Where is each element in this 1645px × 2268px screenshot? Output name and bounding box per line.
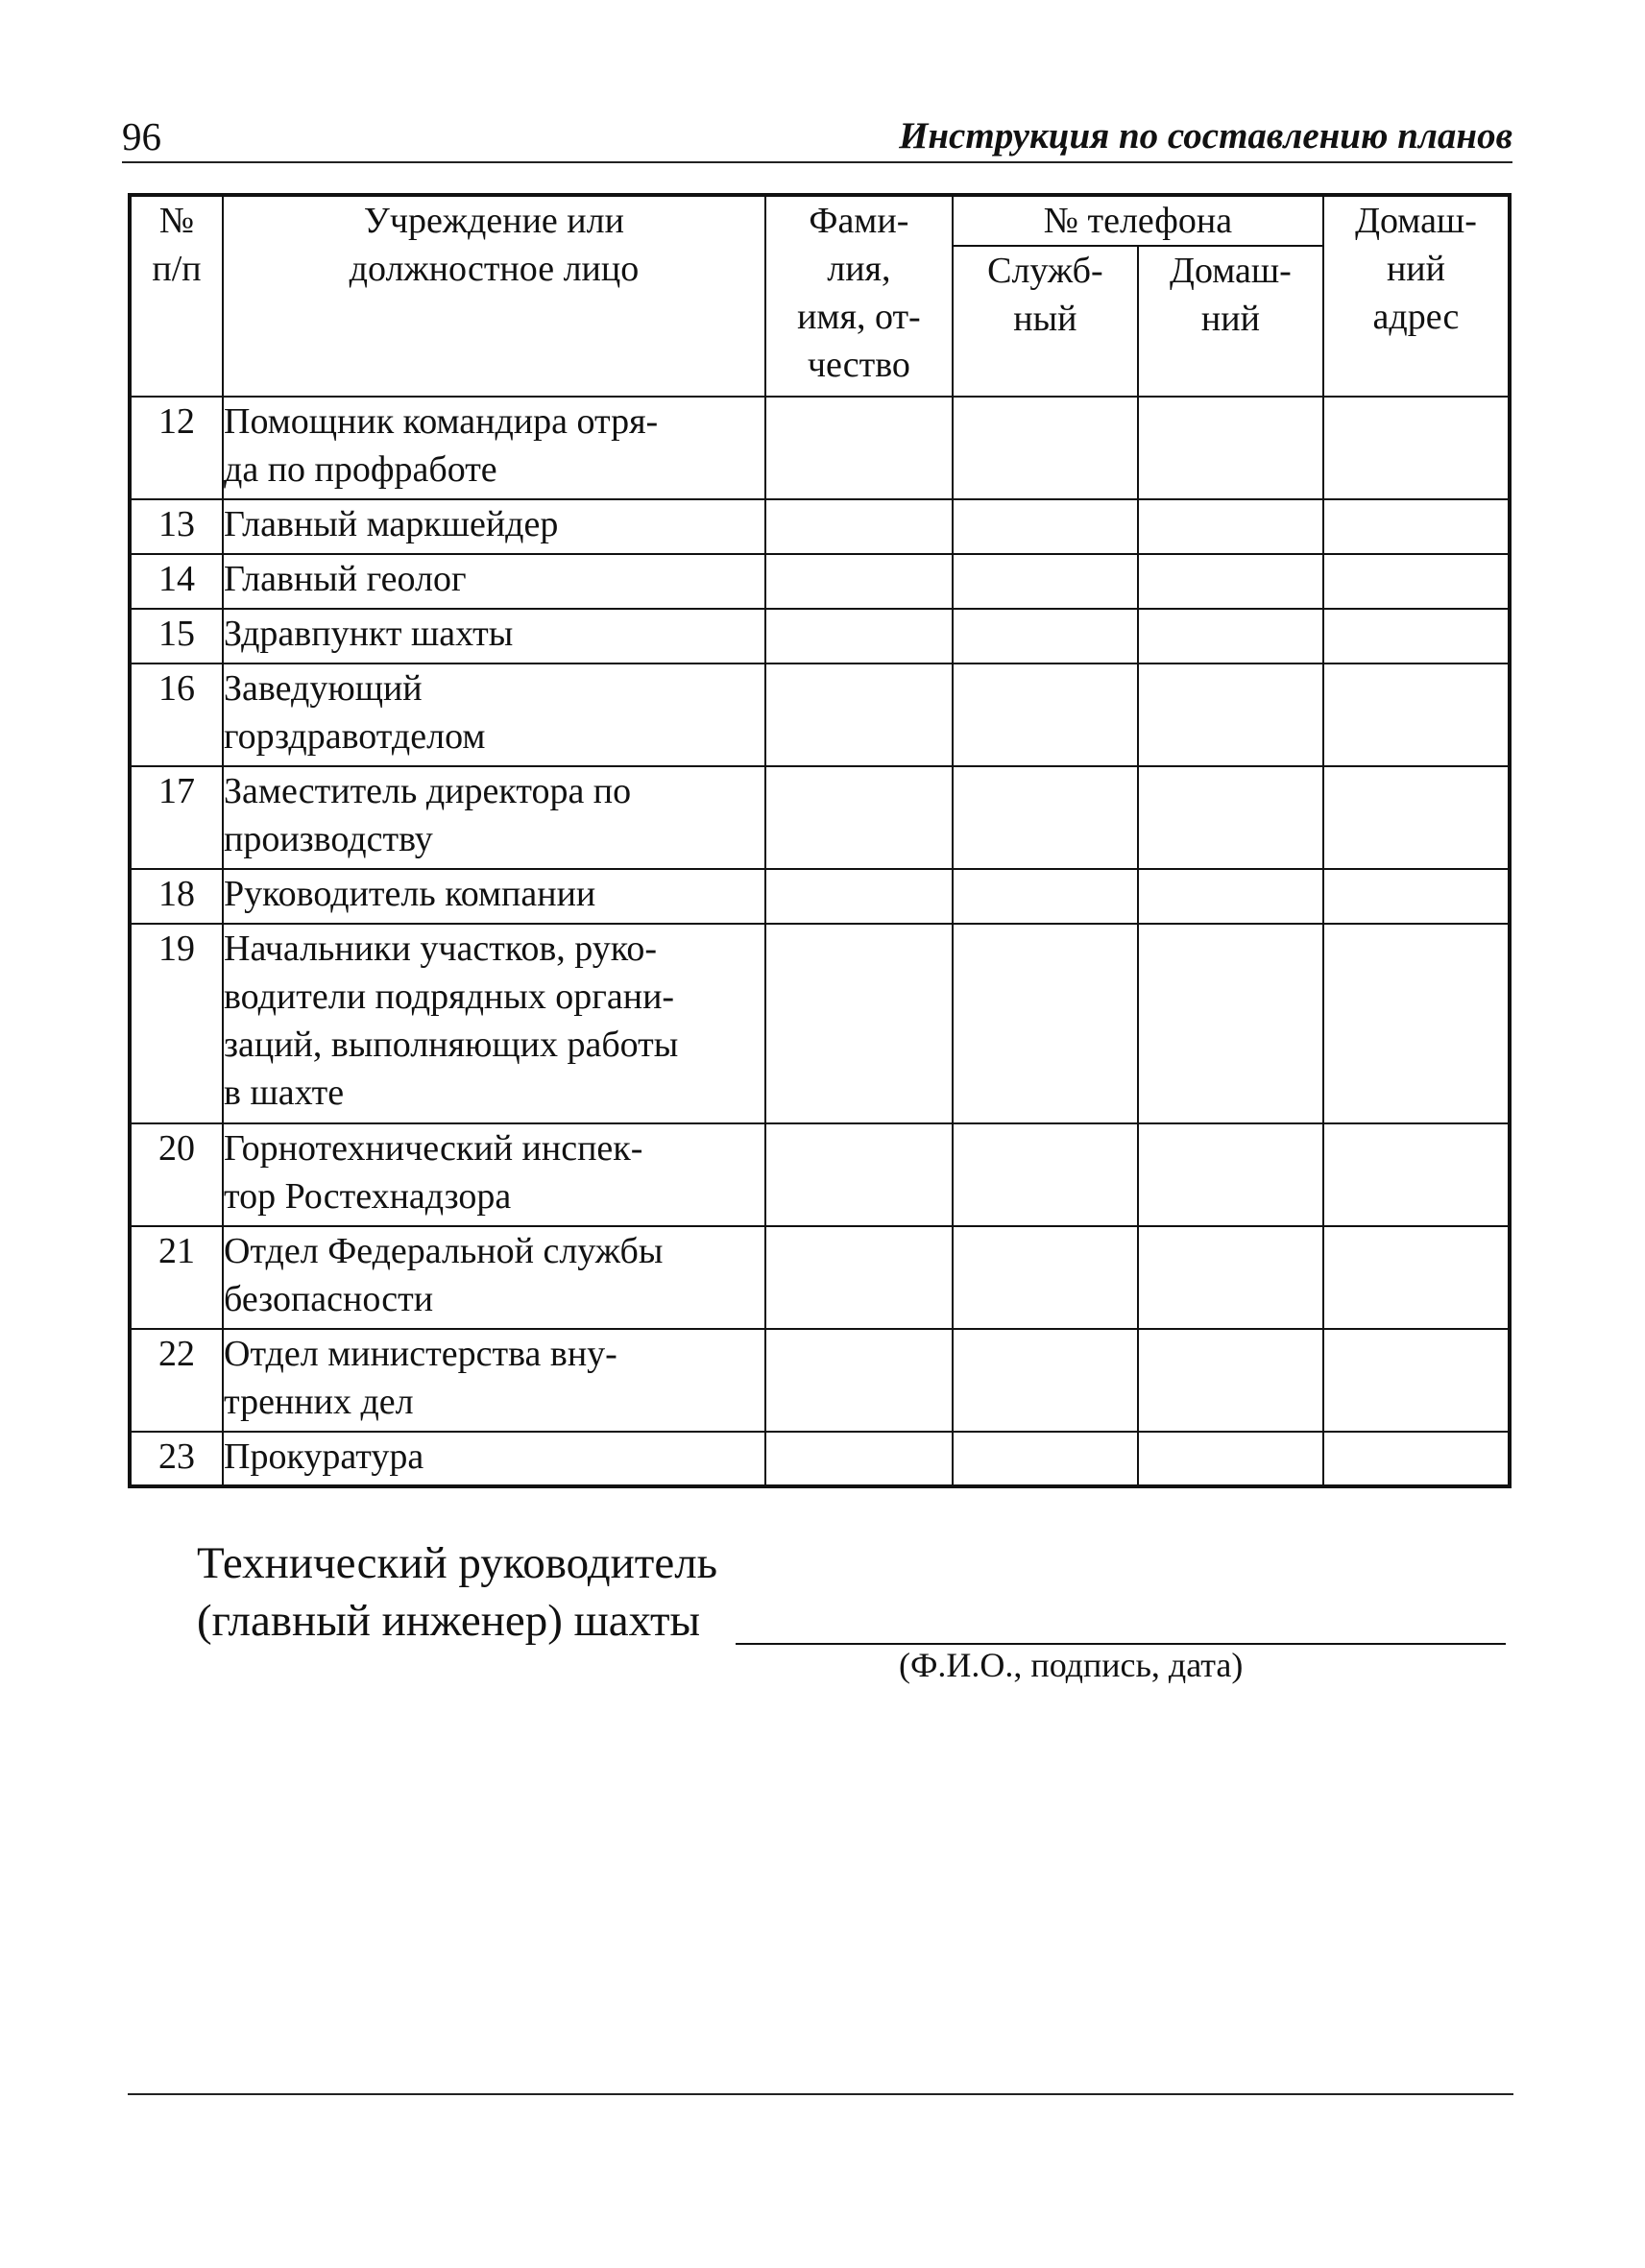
row-number: 22 (130, 1329, 223, 1432)
row-number: 15 (130, 609, 223, 664)
row-institution-line: тор Ростехнадзора (224, 1176, 512, 1217)
home-address-cell[interactable] (1323, 554, 1510, 609)
row-institution-line: да по профработе (224, 449, 497, 490)
row-institution (223, 1329, 765, 1432)
row-institution (223, 766, 765, 869)
table-row (130, 499, 1510, 554)
header-phone-work (953, 246, 1138, 397)
row-number: 16 (130, 664, 223, 766)
row-number: 21 (130, 1226, 223, 1329)
home-phone-cell[interactable] (1138, 664, 1323, 766)
work-phone-cell[interactable] (953, 869, 1138, 924)
home-phone-cell[interactable] (1138, 499, 1323, 554)
header-address-line: ний (1386, 249, 1445, 289)
running-title: Инструкция по составлению планов (899, 115, 1512, 157)
row-institution-line: Отдел Федеральной службы (224, 1231, 664, 1271)
header-num-line: № (158, 201, 195, 241)
row-number: 18 (130, 869, 223, 924)
header-num (130, 195, 223, 397)
work-phone-cell[interactable] (953, 1226, 1138, 1329)
table-row (130, 924, 1510, 1123)
header-fio (765, 195, 953, 397)
home-phone-cell[interactable] (1138, 869, 1323, 924)
row-number: 17 (130, 766, 223, 869)
row-number: 19 (130, 924, 223, 1123)
row-institution-line: горздравотделом (224, 716, 486, 757)
fio-cell[interactable] (765, 1123, 953, 1226)
home-phone-cell[interactable] (1138, 554, 1323, 609)
row-institution-line: Прокуратура (224, 1436, 424, 1477)
home-address-cell[interactable] (1323, 397, 1510, 499)
header-fio-line: имя, от- (797, 297, 921, 337)
fio-cell[interactable] (765, 609, 953, 664)
home-address-cell[interactable] (1323, 609, 1510, 664)
table-row (130, 609, 1510, 664)
header-phone-home (1138, 246, 1323, 397)
header-rule (122, 161, 1512, 163)
work-phone-cell[interactable] (953, 766, 1138, 869)
fio-cell[interactable] (765, 869, 953, 924)
header-fio-line: Фами- (809, 201, 909, 241)
fio-cell[interactable] (765, 1226, 953, 1329)
home-address-cell[interactable] (1323, 1123, 1510, 1226)
header-phone-work-line: Служб- (987, 251, 1103, 291)
home-phone-cell[interactable] (1138, 1329, 1323, 1432)
row-institution-line: заций, выполняющих работы (224, 1025, 679, 1065)
work-phone-cell[interactable] (953, 397, 1138, 499)
fio-cell[interactable] (765, 554, 953, 609)
work-phone-cell[interactable] (953, 924, 1138, 1123)
row-institution-line: Начальники участков, руко- (224, 929, 657, 969)
header-phone-home-line: ний (1200, 299, 1260, 339)
work-phone-cell[interactable] (953, 664, 1138, 766)
row-institution-line: Руководитель компании (224, 874, 596, 914)
row-institution-line: Отдел министерства вну- (224, 1334, 617, 1374)
home-phone-cell[interactable] (1138, 1123, 1323, 1226)
row-number: 20 (130, 1123, 223, 1226)
row-institution-line: в шахте (224, 1073, 345, 1113)
home-address-cell[interactable] (1323, 499, 1510, 554)
table-row (130, 869, 1510, 924)
header-institution-line: должностное лицо (349, 249, 640, 289)
home-address-cell[interactable] (1323, 664, 1510, 766)
page-number: 96 (122, 114, 161, 158)
row-institution-line: Главный маркшейдер (224, 504, 559, 544)
home-phone-cell[interactable] (1138, 924, 1323, 1123)
row-institution (223, 924, 765, 1123)
fio-cell[interactable] (765, 397, 953, 499)
header-num-line: п/п (152, 249, 202, 289)
row-number: 14 (130, 554, 223, 609)
signature-block (197, 1534, 717, 1650)
header-fio-line: лия, (827, 249, 891, 289)
row-institution-line: тренних дел (224, 1382, 414, 1422)
row-institution-line: безопасности (224, 1279, 434, 1319)
home-address-cell[interactable] (1323, 766, 1510, 869)
row-institution (223, 499, 765, 554)
work-phone-cell[interactable] (953, 554, 1138, 609)
home-phone-cell[interactable] (1138, 397, 1323, 499)
row-number: 23 (130, 1432, 223, 1486)
row-institution (223, 554, 765, 609)
header-address (1323, 195, 1510, 397)
fio-cell[interactable] (765, 664, 953, 766)
table-row (130, 1123, 1510, 1226)
home-phone-cell[interactable] (1138, 766, 1323, 869)
header-fio-line: чество (807, 345, 910, 385)
row-institution-line: Заместитель директора по (224, 771, 632, 811)
table-row (130, 1329, 1510, 1432)
header-phone: № телефона (953, 195, 1323, 246)
fio-cell[interactable] (765, 766, 953, 869)
home-phone-cell[interactable] (1138, 609, 1323, 664)
row-institution-line: водители подрядных органи- (224, 977, 675, 1017)
row-institution (223, 397, 765, 499)
row-institution-line: производству (224, 819, 433, 859)
signature-caption: (Ф.И.О., подпись, дата) (899, 1646, 1244, 1684)
work-phone-cell[interactable] (953, 499, 1138, 554)
header-address-line: адрес (1372, 297, 1460, 337)
header-phone-work-line: ный (1013, 299, 1077, 339)
table-row (130, 1226, 1510, 1329)
row-institution (223, 869, 765, 924)
table-row (130, 554, 1510, 609)
home-address-cell[interactable] (1323, 869, 1510, 924)
header-phone-home-line: Домаш- (1170, 251, 1292, 291)
header-institution (223, 195, 765, 397)
fio-cell[interactable] (765, 499, 953, 554)
home-phone-cell[interactable] (1138, 1432, 1323, 1486)
row-institution (223, 609, 765, 664)
row-institution (223, 1123, 765, 1226)
row-institution-line: Здравпункт шахты (224, 614, 514, 654)
work-phone-cell[interactable] (953, 1123, 1138, 1226)
row-institution-line: Помощник командира отря- (224, 401, 659, 442)
row-institution (223, 1226, 765, 1329)
header-address-line: Домаш- (1355, 201, 1477, 241)
row-institution-line: Главный геолог (224, 559, 467, 599)
work-phone-cell[interactable] (953, 609, 1138, 664)
table-row (130, 766, 1510, 869)
contacts-table (128, 193, 1512, 1488)
fio-cell[interactable] (765, 1432, 953, 1486)
row-institution-line: Горнотехнический инспек- (224, 1128, 643, 1169)
table-row (130, 397, 1510, 499)
home-address-cell[interactable] (1323, 924, 1510, 1123)
fio-cell[interactable] (765, 1329, 953, 1432)
footer-rule (128, 2093, 1513, 2095)
signature-title-line1: Технический руководитель (197, 1538, 718, 1588)
home-address-cell[interactable] (1323, 1432, 1510, 1486)
row-institution (223, 1432, 765, 1486)
row-number: 13 (130, 499, 223, 554)
row-number: 12 (130, 397, 223, 499)
work-phone-cell[interactable] (953, 1432, 1138, 1486)
home-address-cell[interactable] (1323, 1329, 1510, 1432)
home-phone-cell[interactable] (1138, 1226, 1323, 1329)
signature-title-line2: (главный инженер) шахты (197, 1596, 701, 1646)
table-row (130, 664, 1510, 766)
row-institution (223, 664, 765, 766)
header-institution-line: Учреждение или (363, 201, 624, 241)
work-phone-cell[interactable] (953, 1329, 1138, 1432)
table-row (130, 1432, 1510, 1486)
row-institution-line: Заведующий (224, 668, 423, 709)
home-address-cell[interactable] (1323, 1226, 1510, 1329)
fio-cell[interactable] (765, 924, 953, 1123)
